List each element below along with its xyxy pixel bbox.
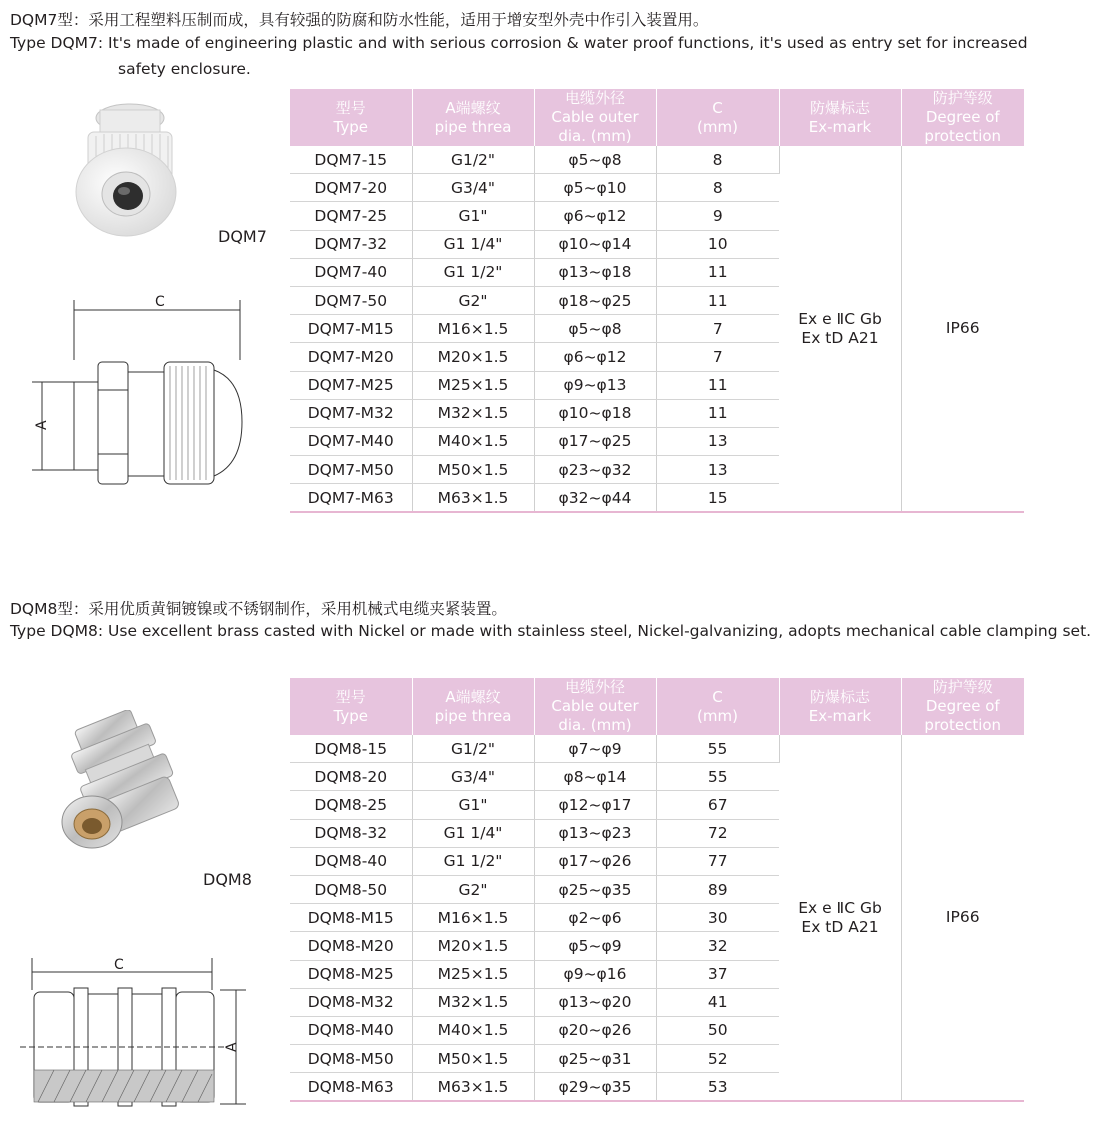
cell-cable-dia: φ10~φ18 xyxy=(534,399,656,427)
cell-c: 32 xyxy=(656,932,779,960)
table-header-row xyxy=(290,678,1024,735)
cell-type: DQM8-M15 xyxy=(290,904,412,932)
dqm8-spec-table xyxy=(290,678,1024,1102)
cell-type: DQM8-M40 xyxy=(290,1016,412,1044)
cell-thread: M63×1.5 xyxy=(412,1073,534,1102)
cell-c: 11 xyxy=(656,371,779,399)
cell-type: DQM7-M40 xyxy=(290,427,412,455)
cell-cable-dia: φ7~φ9 xyxy=(534,735,656,763)
cell-thread: G1" xyxy=(412,791,534,819)
cell-c: 8 xyxy=(656,174,779,202)
cell-ex-mark: Ex e ⅡC Gb Ex tD A21 xyxy=(779,735,901,1101)
cell-type: DQM7-M20 xyxy=(290,343,412,371)
header-degree-of-protection: 防护等级 Degree of protection xyxy=(901,678,1024,735)
cell-cable-dia: φ6~φ12 xyxy=(534,343,656,371)
cell-thread: G1 1/4" xyxy=(412,230,534,258)
cell-thread: M50×1.5 xyxy=(412,1045,534,1073)
header-ex-mark: 防爆标志 Ex-mark xyxy=(779,89,901,146)
cell-thread: G1" xyxy=(412,202,534,230)
dqm8-dimension-drawing xyxy=(14,952,250,1117)
cell-type: DQM8-20 xyxy=(290,763,412,791)
cell-c: 89 xyxy=(656,875,779,903)
cell-type: DQM7-25 xyxy=(290,202,412,230)
header-pipe-thread: A端螺纹 pipe threa xyxy=(412,678,534,735)
cell-type: DQM8-M25 xyxy=(290,960,412,988)
cell-c: 55 xyxy=(656,735,779,763)
header-type: 型号 Type xyxy=(290,89,412,146)
cell-c: 50 xyxy=(656,1016,779,1044)
cell-thread: G1 1/2" xyxy=(412,847,534,875)
header-pipe-thread: A端螺纹 pipe threa xyxy=(412,89,534,146)
table-row xyxy=(290,735,1024,763)
cell-cable-dia: φ5~φ10 xyxy=(534,174,656,202)
cell-cable-dia: φ5~φ9 xyxy=(534,932,656,960)
cell-type: DQM7-M50 xyxy=(290,456,412,484)
dqm8-dim-c-label: C xyxy=(114,957,124,973)
cell-cable-dia: φ10~φ14 xyxy=(534,230,656,258)
cell-c: 41 xyxy=(656,988,779,1016)
cell-type: DQM7-50 xyxy=(290,286,412,314)
table-header-row xyxy=(290,89,1024,146)
header-c-mm: C (mm) xyxy=(656,678,779,735)
cell-thread: M20×1.5 xyxy=(412,343,534,371)
cell-type: DQM7-M15 xyxy=(290,315,412,343)
cell-cable-dia: φ25~φ35 xyxy=(534,875,656,903)
cell-type: DQM7-M25 xyxy=(290,371,412,399)
cell-cable-dia: φ12~φ17 xyxy=(534,791,656,819)
cell-thread: G2" xyxy=(412,286,534,314)
dqm7-dim-c-label: C xyxy=(155,294,165,310)
cell-cable-dia: φ9~φ13 xyxy=(534,371,656,399)
dqm8-dim-a-label: A xyxy=(224,1042,240,1052)
cell-thread: M32×1.5 xyxy=(412,399,534,427)
cell-c: 52 xyxy=(656,1045,779,1073)
dqm7-description-en-cont: safety enclosure. xyxy=(118,60,251,78)
cell-cable-dia: φ13~φ23 xyxy=(534,819,656,847)
cell-c: 55 xyxy=(656,763,779,791)
cell-type: DQM8-M20 xyxy=(290,932,412,960)
cell-type: DQM7-20 xyxy=(290,174,412,202)
cell-thread: M40×1.5 xyxy=(412,1016,534,1044)
header-cable-outer-dia: 电缆外径 Cable outer dia. (mm) xyxy=(534,89,656,146)
cell-c: 13 xyxy=(656,427,779,455)
cell-thread: G3/4" xyxy=(412,763,534,791)
cell-thread: G1 1/4" xyxy=(412,819,534,847)
dqm8-product-photo xyxy=(40,710,210,860)
header-ex-mark: 防爆标志 Ex-mark xyxy=(779,678,901,735)
cell-type: DQM8-40 xyxy=(290,847,412,875)
cell-c: 67 xyxy=(656,791,779,819)
header-c-mm: C (mm) xyxy=(656,89,779,146)
cell-thread: M32×1.5 xyxy=(412,988,534,1016)
cell-protection: IP66 xyxy=(901,146,1024,512)
cell-thread: M20×1.5 xyxy=(412,932,534,960)
cell-type: DQM8-M32 xyxy=(290,988,412,1016)
cell-thread: G3/4" xyxy=(412,174,534,202)
dqm8-description-en: Type DQM8: Use excellent brass casted with Nickel or made with stainless steel, Nickel-galvanizing, adopts mechanical cable clamping set. xyxy=(10,622,1092,640)
cell-c: 15 xyxy=(656,484,779,513)
dqm7-model-label: DQM7 xyxy=(218,227,267,246)
cell-cable-dia: φ25~φ31 xyxy=(534,1045,656,1073)
cell-type: DQM8-32 xyxy=(290,819,412,847)
cell-cable-dia: φ6~φ12 xyxy=(534,202,656,230)
cell-type: DQM7-M32 xyxy=(290,399,412,427)
cell-cable-dia: φ20~φ26 xyxy=(534,1016,656,1044)
cell-c: 37 xyxy=(656,960,779,988)
cell-thread: G1/2" xyxy=(412,735,534,763)
cell-cable-dia: φ17~φ25 xyxy=(534,427,656,455)
cell-thread: M50×1.5 xyxy=(412,456,534,484)
cell-ex-mark: Ex e ⅡC Gb Ex tD A21 xyxy=(779,146,901,512)
cell-c: 13 xyxy=(656,456,779,484)
cell-cable-dia: φ9~φ16 xyxy=(534,960,656,988)
cell-thread: G2" xyxy=(412,875,534,903)
cell-cable-dia: φ2~φ6 xyxy=(534,904,656,932)
dqm7-dimension-drawing xyxy=(30,290,250,490)
dqm7-description-cn: DQM7型：采用工程塑料压制而成，具有较强的防腐和防水性能，适用于增安型外壳中作引入装置用。 xyxy=(10,11,709,29)
header-type: 型号 Type xyxy=(290,678,412,735)
cell-c: 11 xyxy=(656,258,779,286)
dqm7-description-en: Type DQM7: It's made of engineering plastic and with serious corrosion & water proof functions, it's used as entry set for increased xyxy=(10,34,1028,52)
cell-thread: G1 1/2" xyxy=(412,258,534,286)
cell-thread: M40×1.5 xyxy=(412,427,534,455)
cell-type: DQM7-32 xyxy=(290,230,412,258)
cell-thread: M63×1.5 xyxy=(412,484,534,513)
table-row xyxy=(290,146,1024,174)
cell-c: 7 xyxy=(656,315,779,343)
cell-protection: IP66 xyxy=(901,735,1024,1101)
cell-thread: M16×1.5 xyxy=(412,315,534,343)
cell-c: 30 xyxy=(656,904,779,932)
dqm8-description-cn: DQM8型：采用优质黄铜镀镍或不锈钢制作，采用机械式电缆夹紧装置。 xyxy=(10,600,507,618)
header-cable-outer-dia: 电缆外径 Cable outer dia. (mm) xyxy=(534,678,656,735)
cell-c: 11 xyxy=(656,286,779,314)
cell-c: 72 xyxy=(656,819,779,847)
cell-type: DQM8-15 xyxy=(290,735,412,763)
dqm7-product-photo xyxy=(70,94,190,249)
cell-type: DQM7-40 xyxy=(290,258,412,286)
cell-cable-dia: φ13~φ18 xyxy=(534,258,656,286)
dqm8-model-label: DQM8 xyxy=(203,870,252,889)
cell-cable-dia: φ29~φ35 xyxy=(534,1073,656,1102)
cell-c: 11 xyxy=(656,399,779,427)
cell-thread: M25×1.5 xyxy=(412,371,534,399)
cell-cable-dia: φ5~φ8 xyxy=(534,146,656,174)
cell-cable-dia: φ17~φ26 xyxy=(534,847,656,875)
cell-c: 10 xyxy=(656,230,779,258)
cell-type: DQM8-M50 xyxy=(290,1045,412,1073)
cell-type: DQM8-50 xyxy=(290,875,412,903)
cell-type: DQM8-25 xyxy=(290,791,412,819)
header-degree-of-protection: 防护等级 Degree of protection xyxy=(901,89,1024,146)
cell-c: 53 xyxy=(656,1073,779,1102)
cell-cable-dia: φ18~φ25 xyxy=(534,286,656,314)
cell-type: DQM7-M63 xyxy=(290,484,412,513)
cell-c: 77 xyxy=(656,847,779,875)
cell-cable-dia: φ8~φ14 xyxy=(534,763,656,791)
cell-cable-dia: φ13~φ20 xyxy=(534,988,656,1016)
dqm7-dim-a-label: A xyxy=(34,420,50,430)
cell-thread: M25×1.5 xyxy=(412,960,534,988)
cell-cable-dia: φ5~φ8 xyxy=(534,315,656,343)
cell-thread: G1/2" xyxy=(412,146,534,174)
cell-type: DQM7-15 xyxy=(290,146,412,174)
cell-thread: M16×1.5 xyxy=(412,904,534,932)
cell-c: 7 xyxy=(656,343,779,371)
dqm7-spec-table xyxy=(290,89,1024,513)
cell-cable-dia: φ32~φ44 xyxy=(534,484,656,513)
cell-type: DQM8-M63 xyxy=(290,1073,412,1102)
cell-cable-dia: φ23~φ32 xyxy=(534,456,656,484)
cell-c: 8 xyxy=(656,146,779,174)
cell-c: 9 xyxy=(656,202,779,230)
